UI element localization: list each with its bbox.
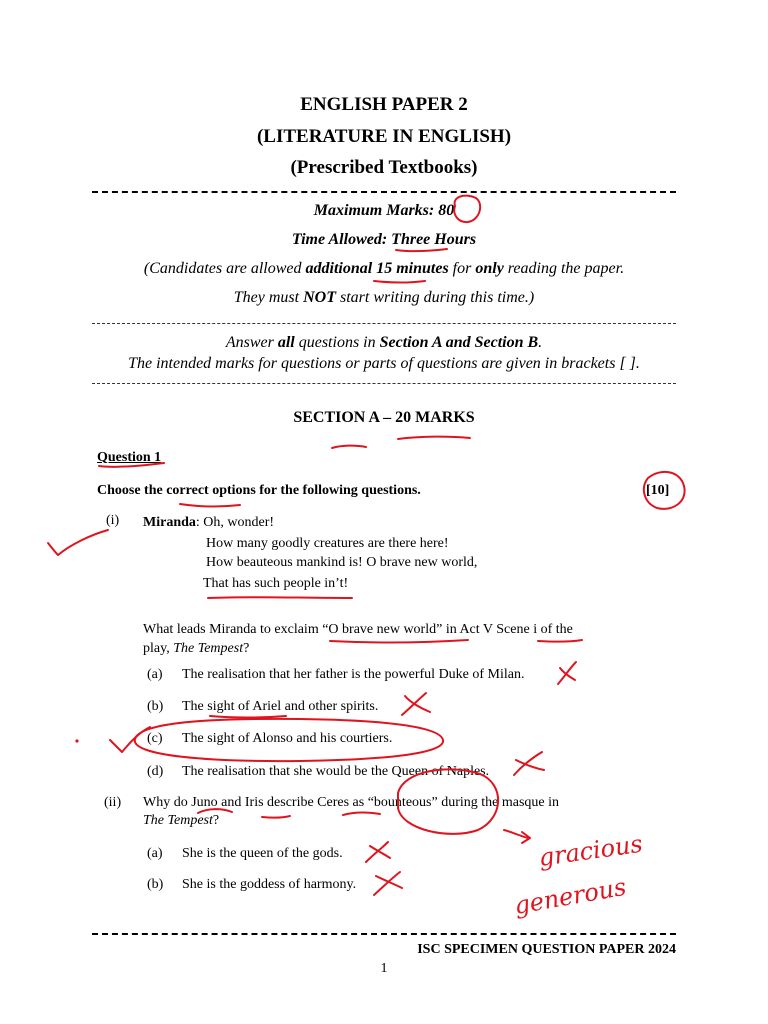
footer-divider bbox=[92, 933, 676, 935]
underline-mark bbox=[538, 640, 582, 642]
subquestion-number: (i) bbox=[106, 513, 120, 528]
instr-p2: questions in bbox=[294, 334, 380, 351]
subquestion-number: (ii) bbox=[104, 795, 122, 810]
option-b-text: The sight of Ariel and other spirits. bbox=[182, 699, 379, 714]
paper-subtitle: (LITERATURE IN ENGLISH) bbox=[256, 126, 512, 147]
instr-p3: . bbox=[538, 334, 543, 351]
option-c-text: The sight of Alonso and his courtiers. bbox=[182, 731, 393, 746]
reading-time-note bbox=[0, 260, 768, 278]
underline-mark bbox=[262, 816, 290, 818]
cross-mark bbox=[516, 760, 544, 770]
must-not-note bbox=[0, 289, 768, 307]
marks-instruction: The intended marks for questions or parts of questions are given in brackets [ ]. bbox=[128, 355, 640, 372]
cross-mark bbox=[366, 842, 388, 862]
cross-mark bbox=[514, 752, 542, 775]
instr-p1: Answer bbox=[225, 334, 278, 351]
option-d-text: The realisation that she would be the Queen of Naples. bbox=[182, 764, 490, 779]
question-text-line-2 bbox=[143, 813, 219, 829]
divider bbox=[92, 323, 676, 324]
must-p1: They must bbox=[233, 289, 304, 306]
ink-dot bbox=[75, 739, 78, 742]
reading-b1: additional 15 minutes bbox=[305, 260, 449, 277]
underline-mark bbox=[396, 249, 447, 251]
time-allowed bbox=[0, 231, 768, 249]
question-instruction: Choose the correct options for the following questions. bbox=[97, 483, 421, 498]
underline-mark bbox=[343, 813, 380, 815]
handwritten-word-1: gracious bbox=[536, 829, 645, 872]
paper-subtitle-2: (Prescribed Textbooks) bbox=[290, 157, 478, 178]
quote-line-2: How many goodly creatures are there here! bbox=[206, 536, 449, 551]
quote-line-4: That has such people in’t! bbox=[203, 576, 349, 591]
tick-mark bbox=[48, 530, 108, 555]
option-a-text: She is the queen of the gods. bbox=[182, 846, 343, 861]
divider bbox=[92, 383, 676, 384]
underline-mark bbox=[374, 281, 425, 283]
reading-p2: for bbox=[448, 260, 476, 277]
option-b-text: She is the goddess of harmony. bbox=[182, 877, 357, 892]
option-a-text: The realisation that her father is the powerful Duke of Milan. bbox=[182, 667, 525, 682]
underline-mark bbox=[398, 437, 470, 439]
reading-p3: reading the paper. bbox=[503, 260, 625, 277]
underline-mark bbox=[180, 504, 240, 506]
answer-instruction bbox=[0, 334, 768, 352]
quote-text: : Oh, wonder! bbox=[195, 515, 275, 530]
cross-mark bbox=[370, 846, 390, 858]
underline-mark bbox=[330, 640, 468, 642]
qt-suffix: ? bbox=[243, 641, 250, 656]
cross-mark bbox=[376, 876, 402, 888]
question-text-line-1: What leads Miranda to exclaim “O brave new world” in Act V Scene i of the bbox=[143, 622, 573, 637]
cross-mark bbox=[374, 872, 400, 895]
paper-title: ENGLISH PAPER 2 bbox=[300, 94, 468, 115]
must-p2: start writing during this time.) bbox=[335, 289, 535, 306]
option-a-label: (a) bbox=[147, 846, 163, 861]
underline-mark bbox=[332, 446, 366, 448]
max-marks: Maximum Marks: 80 bbox=[313, 202, 455, 219]
time-allowed-hours: Hours bbox=[434, 231, 477, 248]
time-allowed-prefix: Time Allowed: Three bbox=[291, 231, 435, 248]
qt-title: The Tempest bbox=[173, 641, 244, 656]
speaker-name: Miranda bbox=[143, 515, 196, 530]
underline-mark bbox=[210, 716, 286, 718]
question-marks: [10] bbox=[646, 483, 670, 498]
page-number: 1 bbox=[380, 961, 388, 976]
qt-suffix: ? bbox=[212, 813, 220, 828]
instr-b2: Section A and Section B bbox=[379, 334, 539, 351]
option-a-label: (a) bbox=[147, 667, 163, 682]
question-label: Question 1 bbox=[97, 450, 162, 465]
must-b: NOT bbox=[303, 289, 336, 306]
option-c-label: (c) bbox=[147, 731, 163, 746]
reading-p1: (Candidates are allowed bbox=[143, 260, 306, 277]
option-b-label: (b) bbox=[147, 877, 164, 892]
qt-prefix: play, bbox=[143, 641, 174, 656]
question-text-line-2 bbox=[143, 641, 249, 657]
question-text-line-1: Why do Juno and Iris describe Ceres as “bounteous” during the masque in bbox=[143, 795, 560, 810]
reading-b2: only bbox=[475, 260, 504, 277]
cross-mark bbox=[560, 668, 575, 680]
qt-title: The Tempest bbox=[143, 813, 213, 828]
section-title: SECTION A – 20 MARKS bbox=[293, 409, 475, 426]
cross-mark bbox=[402, 693, 426, 715]
cross-mark bbox=[558, 662, 576, 684]
tick-mark bbox=[110, 727, 150, 752]
handwritten-word-2: generous bbox=[512, 872, 629, 920]
option-d-label: (d) bbox=[147, 764, 164, 779]
heavy-divider bbox=[92, 191, 676, 193]
underline-mark bbox=[208, 597, 352, 598]
arrow-mark bbox=[522, 832, 530, 843]
footer-paper-name: ISC SPECIMEN QUESTION PAPER 2024 bbox=[417, 942, 676, 957]
arrow-mark bbox=[504, 830, 528, 838]
option-b-label: (b) bbox=[147, 699, 164, 714]
cross-mark bbox=[405, 696, 430, 712]
instr-b1: all bbox=[277, 334, 295, 351]
quote-line-1 bbox=[143, 515, 274, 531]
quote-line-3: How beauteous mankind is! O brave new world, bbox=[206, 555, 478, 570]
